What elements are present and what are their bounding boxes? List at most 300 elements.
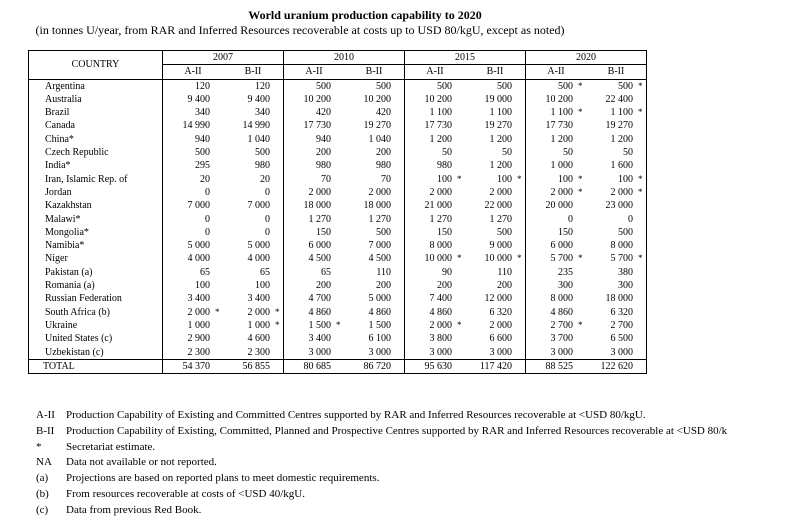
value-cell: 22 400 xyxy=(605,93,633,105)
estimate-marker xyxy=(517,319,526,332)
estimate-marker: * xyxy=(517,173,522,184)
estimate-marker xyxy=(638,119,647,132)
table-row xyxy=(29,199,647,212)
value-cell: 17 730 xyxy=(284,119,337,132)
estimate-marker xyxy=(517,146,526,159)
estimate-marker xyxy=(215,119,223,132)
estimate-marker xyxy=(517,186,526,199)
table-row xyxy=(29,93,647,106)
value-cell: 340 xyxy=(163,106,216,119)
value-cell: 980 xyxy=(255,160,270,172)
value-cell: 4 000 xyxy=(247,253,270,265)
value-cell: 7 400 xyxy=(405,292,458,305)
value-cell: 500 xyxy=(163,146,216,159)
value-cell: 1 600 xyxy=(610,160,633,172)
estimate-marker xyxy=(396,106,405,119)
value-cell: 1 270 xyxy=(284,213,337,226)
estimate-marker xyxy=(215,213,223,226)
estimate-marker xyxy=(578,199,586,212)
estimate-marker xyxy=(638,213,647,226)
footnote xyxy=(36,424,727,440)
estimate-marker: * xyxy=(457,319,462,330)
estimate-marker xyxy=(578,146,586,159)
value-cell: 2 000 xyxy=(284,186,337,199)
value-cell: 200 xyxy=(376,280,391,292)
estimate-marker xyxy=(517,119,526,132)
value-cell: 8 000 xyxy=(610,240,633,252)
value-cell: 1 200 xyxy=(489,133,512,145)
value-cell: 10 200 xyxy=(284,93,337,106)
estimate-marker xyxy=(638,332,647,345)
value-cell: 500 xyxy=(526,79,579,93)
value-cell: 500 xyxy=(497,226,512,238)
value-cell: 70 xyxy=(381,173,391,185)
country-name: Argentina xyxy=(29,79,163,93)
footnote-key: (b) xyxy=(36,487,49,500)
estimate-marker xyxy=(275,79,284,93)
value-cell: 12 000 xyxy=(484,293,512,305)
value-cell: 1 100 xyxy=(526,106,579,119)
value-cell: 100 xyxy=(405,173,458,186)
value-cell: 21 000 xyxy=(405,199,458,212)
value-cell: 6 320 xyxy=(489,306,512,318)
estimate-marker xyxy=(517,346,526,360)
estimate-marker xyxy=(215,266,223,279)
value-cell: 10 000 xyxy=(405,252,458,265)
table-row xyxy=(29,159,647,172)
estimate-marker: * xyxy=(215,306,220,317)
country-name: Australia xyxy=(29,93,163,106)
estimate-marker xyxy=(517,332,526,345)
value-cell: 3 000 xyxy=(489,346,512,358)
estimate-marker xyxy=(215,159,223,172)
footnote xyxy=(36,471,727,487)
estimate-marker: * xyxy=(638,80,643,91)
value-cell: 3 000 xyxy=(610,346,633,358)
estimate-marker: * xyxy=(638,186,643,197)
estimate-marker xyxy=(638,159,647,172)
estimate-marker xyxy=(275,106,284,119)
value-cell: 50 xyxy=(405,146,458,159)
value-cell: 5 700 xyxy=(610,253,633,265)
estimate-marker xyxy=(457,159,465,172)
footnote-text: Projections are based on reported plans to meet domestic requirements. xyxy=(66,472,380,485)
estimate-marker xyxy=(578,239,586,252)
estimate-marker xyxy=(517,79,526,93)
estimate-marker xyxy=(578,306,586,319)
value-cell: 980 xyxy=(284,159,337,172)
estimate-marker xyxy=(215,279,223,292)
value-cell: 3 800 xyxy=(405,332,458,345)
estimate-marker xyxy=(517,133,526,146)
estimate-marker xyxy=(457,93,465,106)
value-cell: 0 xyxy=(163,186,216,199)
value-cell: 940 xyxy=(163,133,216,146)
estimate-marker xyxy=(517,226,526,239)
value-cell: 4 860 xyxy=(284,306,337,319)
estimate-marker xyxy=(215,239,223,252)
estimate-marker xyxy=(578,226,586,239)
estimate-marker xyxy=(215,319,223,332)
value-cell: 100 xyxy=(526,173,579,186)
value-cell: 2 000 xyxy=(163,306,216,319)
estimate-marker xyxy=(638,346,647,360)
estimate-marker xyxy=(457,279,465,292)
estimate-marker: * xyxy=(275,306,280,317)
value-cell: 100 xyxy=(618,173,633,185)
country-name: China* xyxy=(29,133,163,146)
value-cell: 420 xyxy=(284,106,337,119)
estimate-marker xyxy=(215,93,223,106)
table-row xyxy=(29,186,647,199)
country-name: Canada xyxy=(29,119,163,132)
footnote xyxy=(36,503,727,519)
footnote xyxy=(36,440,727,456)
value-cell: 200 xyxy=(284,279,337,292)
estimate-marker xyxy=(578,346,586,360)
estimate-marker xyxy=(396,79,405,93)
footnote-text: Production Capability of Existing, Committed, Planned and Prospective Centres supported by RAR and Inferred Resources recoverable at <USD 80/k xyxy=(66,424,728,437)
estimate-marker xyxy=(336,199,344,212)
country-name: Kazakhstan xyxy=(29,199,163,212)
value-cell: 1 200 xyxy=(489,160,512,172)
value-cell: 6 000 xyxy=(284,239,337,252)
value-cell: 14 990 xyxy=(163,119,216,132)
estimate-marker xyxy=(517,292,526,305)
value-cell: 500 xyxy=(497,80,512,92)
estimate-marker xyxy=(578,159,586,172)
estimate-marker xyxy=(336,332,344,345)
estimate-marker xyxy=(396,319,405,332)
value-cell: 500 xyxy=(618,226,633,238)
value-cell: 8 000 xyxy=(405,239,458,252)
estimate-marker xyxy=(275,133,284,146)
estimate-marker xyxy=(336,106,344,119)
value-cell: 2 000 xyxy=(489,319,512,331)
value-cell: 86 720 xyxy=(344,359,396,373)
value-cell: 20 xyxy=(163,173,216,186)
country-name: United States (c) xyxy=(29,332,163,345)
estimate-marker xyxy=(457,226,465,239)
estimate-marker xyxy=(275,159,284,172)
value-cell: 50 xyxy=(526,146,579,159)
value-cell: 500 xyxy=(376,80,391,92)
country-name: Iran, Islamic Rep. of xyxy=(29,173,163,186)
estimate-marker xyxy=(336,266,344,279)
estimate-marker: * xyxy=(578,173,583,184)
estimate-marker: * xyxy=(457,253,462,264)
value-cell: 980 xyxy=(405,159,458,172)
year-header-2007: 2007 xyxy=(163,51,284,65)
value-cell: 9 400 xyxy=(247,93,270,105)
estimate-marker xyxy=(396,173,405,186)
value-cell: 10 200 xyxy=(526,93,579,106)
estimate-marker xyxy=(517,106,526,119)
estimate-marker xyxy=(336,306,344,319)
estimate-marker xyxy=(215,79,223,93)
estimate-marker xyxy=(396,239,405,252)
estimate-marker xyxy=(396,226,405,239)
value-cell: 2 000 xyxy=(610,186,633,198)
table-row xyxy=(29,266,647,279)
value-cell: 300 xyxy=(526,279,579,292)
value-cell: 110 xyxy=(376,266,391,278)
estimate-marker xyxy=(275,292,284,305)
table-row xyxy=(29,119,647,132)
estimate-marker xyxy=(638,226,647,239)
estimate-marker xyxy=(457,239,465,252)
value-cell: 150 xyxy=(526,226,579,239)
estimate-marker xyxy=(457,146,465,159)
estimate-marker xyxy=(396,186,405,199)
country-name: Niger xyxy=(29,252,163,265)
estimate-marker xyxy=(578,292,586,305)
value-cell: 100 xyxy=(255,280,270,292)
value-cell: 22 000 xyxy=(484,200,512,212)
estimate-marker xyxy=(275,186,284,199)
estimate-marker xyxy=(578,266,586,279)
estimate-marker xyxy=(638,292,647,305)
estimate-marker xyxy=(336,133,344,146)
estimate-marker xyxy=(215,173,223,186)
country-name: Czech Republic xyxy=(29,146,163,159)
footnote-key: * xyxy=(36,440,42,453)
table-row xyxy=(29,346,647,360)
value-cell: 235 xyxy=(526,266,579,279)
value-cell: 500 xyxy=(376,226,391,238)
estimate-marker xyxy=(396,252,405,265)
value-cell: 300 xyxy=(618,280,633,292)
estimate-marker xyxy=(517,239,526,252)
estimate-marker xyxy=(275,226,284,239)
estimate-marker xyxy=(517,213,526,226)
estimate-marker xyxy=(638,93,647,106)
estimate-marker xyxy=(275,119,284,132)
estimate-marker xyxy=(336,79,344,93)
sub-header-b-ii-2007: B-II xyxy=(223,65,284,79)
value-cell: 110 xyxy=(497,266,512,278)
estimate-marker xyxy=(638,199,647,212)
page-subtitle: (in tonnes U/year, from RAR and Inferred Resources recoverable at costs up to USD 80/kgU, except as noted) xyxy=(35,23,565,37)
value-cell: 70 xyxy=(284,173,337,186)
value-cell: 2 700 xyxy=(610,319,633,331)
estimate-marker xyxy=(638,306,647,319)
estimate-marker xyxy=(275,359,284,373)
estimate-marker xyxy=(215,146,223,159)
table-row xyxy=(29,319,647,332)
estimate-marker xyxy=(396,346,405,360)
value-cell: 7 000 xyxy=(368,240,391,252)
value-cell: 6 600 xyxy=(489,333,512,345)
table-row xyxy=(29,133,647,146)
estimate-marker xyxy=(396,332,405,345)
value-cell: 2 000 xyxy=(405,186,458,199)
value-cell: 5 000 xyxy=(163,239,216,252)
value-cell: 2 000 xyxy=(247,306,270,318)
value-cell: 420 xyxy=(376,107,391,119)
value-cell: 4 860 xyxy=(405,306,458,319)
estimate-marker: * xyxy=(336,319,341,330)
estimate-marker xyxy=(275,173,284,186)
estimate-marker xyxy=(396,292,405,305)
country-name: Ukraine xyxy=(29,319,163,332)
estimate-marker xyxy=(578,332,586,345)
estimate-marker xyxy=(336,159,344,172)
value-cell: 10 000 xyxy=(484,253,512,265)
value-cell: 50 xyxy=(623,147,633,159)
country-column-header: COUNTRY xyxy=(29,51,163,80)
estimate-marker xyxy=(396,159,405,172)
value-cell: 122 620 xyxy=(586,359,638,373)
value-cell: 0 xyxy=(628,213,633,225)
value-cell: 88 525 xyxy=(526,359,579,373)
value-cell: 3 000 xyxy=(368,346,391,358)
value-cell: 120 xyxy=(163,79,216,93)
value-cell: 19 000 xyxy=(484,93,512,105)
estimate-marker xyxy=(275,279,284,292)
value-cell: 150 xyxy=(405,226,458,239)
estimate-marker xyxy=(638,146,647,159)
value-cell: 1 100 xyxy=(405,106,458,119)
value-cell: 0 xyxy=(265,226,270,238)
value-cell: 54 370 xyxy=(163,359,216,373)
estimate-marker xyxy=(275,346,284,360)
estimate-marker xyxy=(215,133,223,146)
value-cell: 1 000 xyxy=(247,319,270,331)
country-name: Uzbekistan (c) xyxy=(29,346,163,360)
value-cell: 10 200 xyxy=(405,93,458,106)
value-cell: 4 600 xyxy=(247,333,270,345)
total-label: TOTAL xyxy=(29,359,163,373)
estimate-marker xyxy=(457,133,465,146)
estimate-marker xyxy=(336,186,344,199)
estimate-marker xyxy=(336,226,344,239)
value-cell: 3 400 xyxy=(163,292,216,305)
year-header-2020: 2020 xyxy=(526,51,647,65)
table-row xyxy=(29,332,647,345)
sub-header-a-ii-2015: A-II xyxy=(405,65,466,79)
estimate-marker xyxy=(336,93,344,106)
estimate-marker xyxy=(578,359,586,373)
value-cell: 3 400 xyxy=(247,293,270,305)
estimate-marker xyxy=(457,306,465,319)
estimate-marker xyxy=(457,186,465,199)
value-cell: 6 320 xyxy=(610,306,633,318)
estimate-marker xyxy=(578,279,586,292)
estimate-marker xyxy=(578,119,586,132)
estimate-marker xyxy=(457,266,465,279)
estimate-marker xyxy=(336,292,344,305)
value-cell: 65 xyxy=(284,266,337,279)
estimate-marker xyxy=(457,199,465,212)
value-cell: 3 000 xyxy=(284,346,337,360)
estimate-marker xyxy=(336,239,344,252)
value-cell: 1 200 xyxy=(526,133,579,146)
value-cell: 940 xyxy=(284,133,337,146)
value-cell: 2 000 xyxy=(526,186,579,199)
estimate-marker: * xyxy=(275,319,280,330)
footnote-text: Production Capability of Existing and Committed Centres supported by RAR and Inferred Resources recoverable at <USD 80/kgU. xyxy=(66,409,646,421)
estimate-marker xyxy=(578,213,586,226)
value-cell: 100 xyxy=(163,279,216,292)
estimate-marker xyxy=(638,319,647,332)
year-header-row xyxy=(29,51,647,65)
value-cell: 0 xyxy=(163,226,216,239)
value-cell: 3 000 xyxy=(526,346,579,360)
country-name: Pakistan (a) xyxy=(29,266,163,279)
estimate-marker xyxy=(275,146,284,159)
estimate-marker xyxy=(336,146,344,159)
value-cell: 500 xyxy=(405,79,458,93)
value-cell: 6 100 xyxy=(368,333,391,345)
value-cell: 4 700 xyxy=(284,292,337,305)
sub-header-b-ii-2010: B-II xyxy=(344,65,405,79)
country-name: Jordan xyxy=(29,186,163,199)
value-cell: 3 700 xyxy=(526,332,579,345)
value-cell: 8 000 xyxy=(526,292,579,305)
value-cell: 200 xyxy=(284,146,337,159)
value-cell: 200 xyxy=(376,147,391,159)
value-cell: 18 000 xyxy=(363,200,391,212)
table-row xyxy=(29,79,647,93)
value-cell: 4 500 xyxy=(284,252,337,265)
value-cell: 500 xyxy=(284,79,337,93)
value-cell: 1 000 xyxy=(163,319,216,332)
table-row xyxy=(29,106,647,119)
value-cell: 295 xyxy=(163,159,216,172)
value-cell: 18 000 xyxy=(284,199,337,212)
value-cell: 2 300 xyxy=(163,346,216,360)
country-name: South Africa (b) xyxy=(29,306,163,319)
value-cell: 80 685 xyxy=(284,359,337,373)
estimate-marker xyxy=(517,266,526,279)
table-row xyxy=(29,173,647,186)
estimate-marker xyxy=(215,346,223,360)
estimate-marker xyxy=(396,93,405,106)
estimate-marker xyxy=(336,213,344,226)
table-row xyxy=(29,252,647,265)
value-cell: 6 500 xyxy=(610,333,633,345)
value-cell: 980 xyxy=(376,160,391,172)
value-cell: 9 400 xyxy=(163,93,216,106)
value-cell: 7 000 xyxy=(247,200,270,212)
value-cell: 19 270 xyxy=(363,120,391,132)
value-cell: 2 000 xyxy=(489,186,512,198)
value-cell: 1 500 xyxy=(284,319,337,332)
estimate-marker xyxy=(457,213,465,226)
footnote-key: (c) xyxy=(36,503,49,516)
estimate-marker xyxy=(457,359,465,373)
estimate-marker xyxy=(638,266,647,279)
value-cell: 1 040 xyxy=(368,133,391,145)
value-cell: 9 000 xyxy=(489,240,512,252)
estimate-marker xyxy=(336,119,344,132)
total-row xyxy=(29,359,647,373)
estimate-marker xyxy=(638,359,647,373)
year-header-2015: 2015 xyxy=(405,51,526,65)
estimate-marker xyxy=(578,133,586,146)
footnote-text: Secretariat estimate. xyxy=(66,440,156,453)
country-name: India* xyxy=(29,159,163,172)
estimate-marker xyxy=(396,359,405,373)
estimate-marker xyxy=(215,252,223,265)
footnote-key: (a) xyxy=(36,472,49,485)
estimate-marker xyxy=(396,213,405,226)
estimate-marker xyxy=(396,133,405,146)
value-cell: 117 420 xyxy=(465,359,517,373)
estimate-marker xyxy=(275,199,284,212)
value-cell: 6 000 xyxy=(526,239,579,252)
